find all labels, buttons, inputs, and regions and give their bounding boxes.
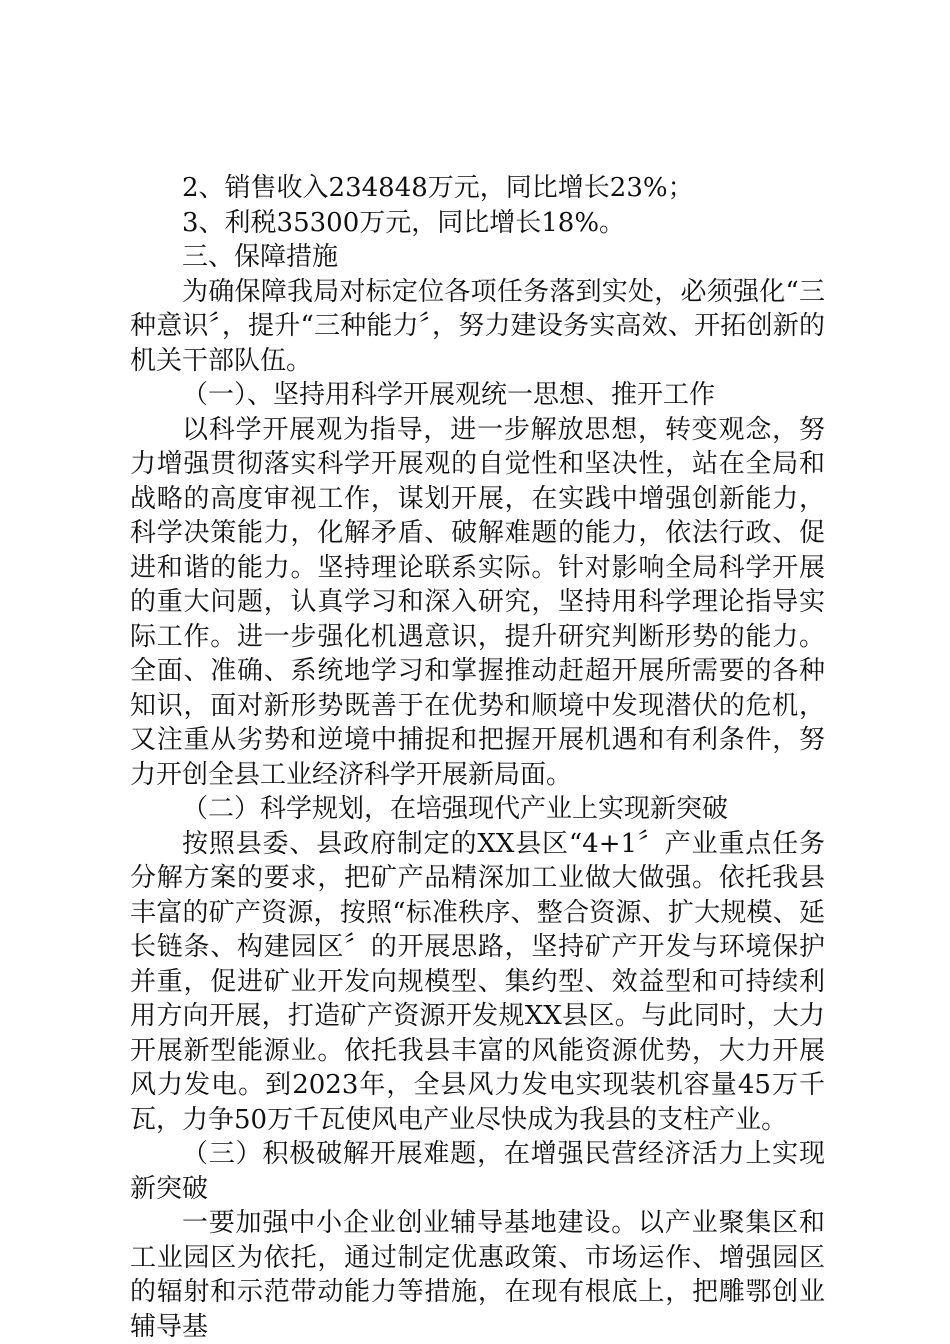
section-heading-measures: 三、保障措施 [182, 242, 339, 272]
subheading-3: （三）积极破解开展难题，在增强民营经济活力上实现新突破 [130, 1139, 825, 1204]
subheading-1: （一）、坚持用科学开展观统一思想、推开工作 [182, 380, 716, 410]
paragraph-1: 以科学开展观为指导，进一步解放思想，转变观念，努力增强贯彻落实科学开展观的自觉性和坚决性，站在全局和战略的高度审视工作，谋划开展，在实践中增强创新能力，科学决策能力，化解矛盾、破解难题的能力，依法行政、促进和谐的能力。坚持理论联系实际。针对影响全局科学开展的重大问题，认真学习和深入研究，坚持用科学理论指导实际工作。进一步强化机遇意识，提升研究判断形势的能力。全面、准确、系统地学习和掌握推动赶超开展所需要的各种知识，面对新形势既善于在优势和顺境中发现潜伏的危机，又注重从劣势和逆境中捕捉和把握开展机遇和有利条件，努力开创全县工业经济科学开展新局面。 [130, 414, 825, 790]
document-page [130, 171, 825, 1344]
paragraph-2: 按照县委、县政府制定的XX县区“4+1〞产业重点任务分解方案的要求，把矿产品精深加工业做大做强。依托我县丰富的矿产资源，按照“标准秩序、整合资源、扩大规模、延长链条、构建园区〞的开展思路，坚持矿产开发与环境保护并重，促进矿业开发向规模型、集约型、效益型和可持续利用方向开展，打造矿产资源开发规XX县区。与此同时，大力开展新型能源业。依托我县丰富的风能资源优势，大力开展风力发电。到2023年，全县风力发电实现装机容量45万千瓦，力争50万千瓦使风电产业尽快成为我县的支柱产业。 [130, 828, 825, 1135]
list-item-sales: 2、销售收入234848万元，同比增长23%； [182, 173, 694, 203]
paragraph-3: 一要加强中小企业创业辅导基地建设。以产业聚集区和工业园区为依托，通过制定优惠政策、市场运作、增强园区的辐射和示范带动能力等措施，在现有根底上，把雕鄂创业辅导基 [130, 1208, 825, 1342]
paragraph-intro: 为确保障我局对标定位各项任务落到实处，必须强化“三种意识〞，提升“三种能力〞，努力建设务实高效、开拓创新的机关干部队伍。 [130, 276, 825, 376]
list-item-tax: 3、利税35300万元，同比增长18%。 [182, 207, 626, 238]
subheading-2: （二）科学规划，在培强现代产业上实现新突破 [182, 794, 729, 824]
